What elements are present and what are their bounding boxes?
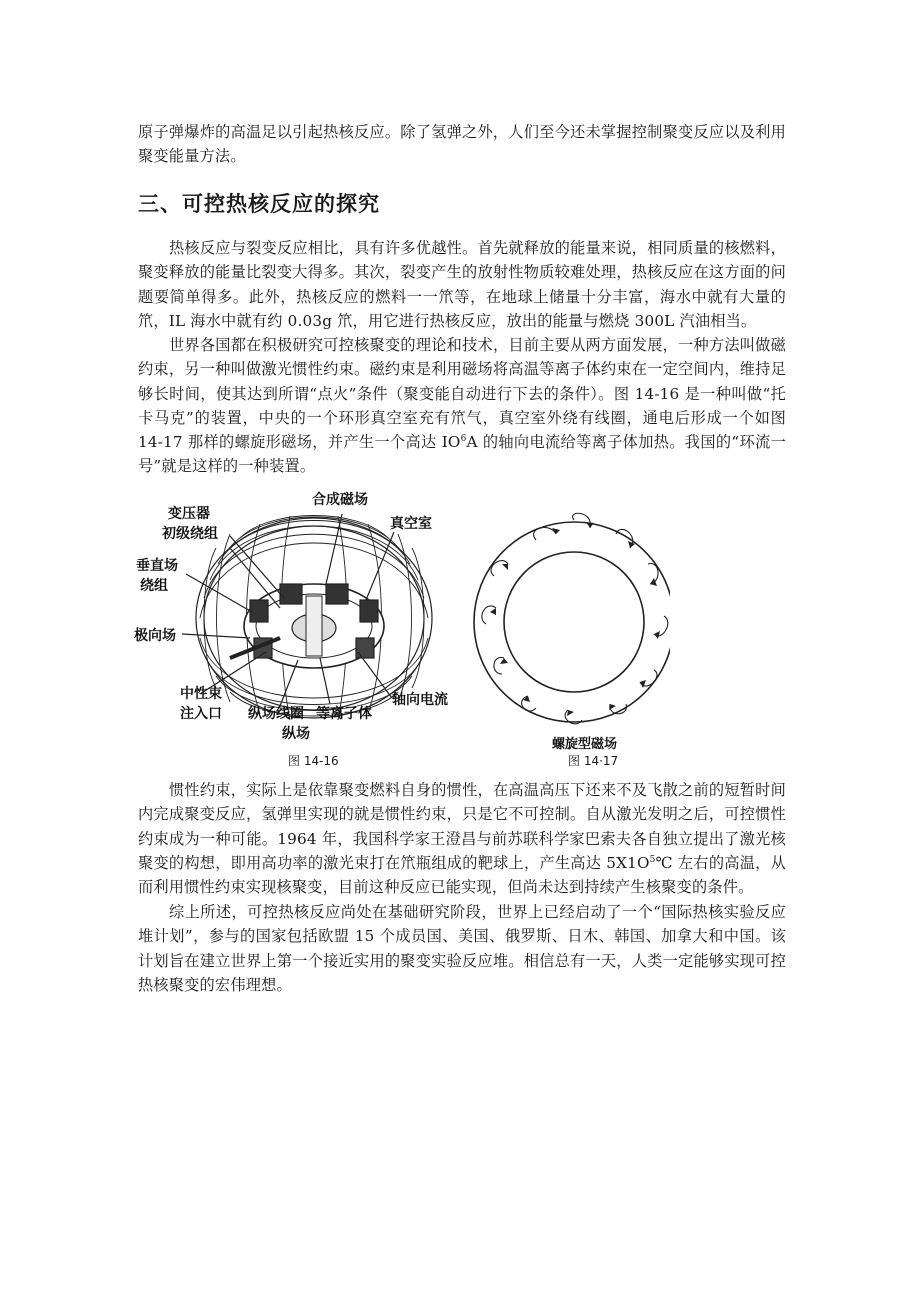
label-injection-port: 注入口 bbox=[180, 706, 222, 722]
paragraph-magnetic-confinement: 世界各国都在积极研究可控核聚变的理论和技术，目前主要从两方面发展，一种方法叫做磁约束，另一种叫做激光惯性约束。磁约束是利用磁场将高温等离子体约束在一定空间内，维持足够长时间，使其达到所谓“点火”条件（聚变能自动进行下去的条件）。图 14-16 是一种叫做“托卡马克”的装置，中央的一个环形真空室充有笊气，真空室外绕有线圈，通电后形成一个如图 14-17 那样的螺旋形磁场，并产生一个高达 $IO^6A$ 的轴向电流给等离子体加热。我国的“环流一号”就是这样的一种装置。 bbox=[138, 336, 786, 476]
helical-field-title: 螺旋型磁场 bbox=[552, 737, 618, 752]
label-toroidal-coil: 纵场线圈 bbox=[248, 706, 304, 722]
paragraph-inertial-confinement: 惯性约束，实际上是依靠聚变燃料自身的惯性，在高温高压下还来不及飞散之前的短暂时间内完成聚变反应，氢弹里实现的就是惯性约束，只是它不可控制。自从激光发明之后，可控惯性约束成为一种可能。1964 年，我国科学家王澄昌与前苏联科学家巴索夫各自独立提出了激光核聚变的构想，即用高功率的激光束打在笊瓶组成的靶球上，产生高达 $5X1O^5℃$ 左右的高温，从而利用惯性约束实现核聚变，目前这种反应已能实现，但尚未达到持续产生核聚变的条件。 bbox=[138, 781, 786, 897]
figure-14-17-caption: 图 14·17 bbox=[568, 754, 619, 768]
helical-field-figure bbox=[470, 498, 670, 754]
tokamak-figure bbox=[130, 488, 470, 750]
label-vacuum-chamber: 真空室 bbox=[390, 516, 432, 532]
inner-ring bbox=[504, 552, 644, 692]
label-plasma: 等离子体 bbox=[316, 706, 372, 722]
paragraph-advantages: 热核反应与裂变反应相比，具有许多优越性。首先就释放的能量来说，相同质量的核燃料，聚变释放的能量比裂变大得多。其次，裂变产生的放射性物质较难处理，热核反应在这方面的问题要简单得多。此外，热核反应的燃料一一笊等，在地球上储量十分丰富，海水中就有大量的笊，IL 海水中就有约 0.03g 笊，用它进行热核反应，放出的能量与燃烧 300L 汽油相当。 bbox=[138, 239, 786, 330]
label-poloidal-field: 极向场 bbox=[134, 628, 176, 644]
label-neutral-beam: 中性束 bbox=[180, 686, 222, 702]
figure-14-16-caption: 图 14-16 bbox=[288, 754, 339, 768]
label-axial-current: 轴向电流 bbox=[392, 692, 448, 708]
label-toroidal-field: 纵场 bbox=[282, 726, 310, 742]
intro-paragraph: 原子弹爆炸的高温足以引起热核反应。除了氢弹之外，人们至今还未掌握控制聚变反应以及利用聚变能量方法。 bbox=[138, 123, 786, 166]
label-vertical-field: 垂直场 bbox=[136, 558, 178, 574]
label-transformer: 变压器 bbox=[168, 506, 210, 522]
label-vertical-winding: 绕组 bbox=[140, 578, 168, 594]
label-combined-field: 合成磁场 bbox=[312, 492, 368, 508]
label-primary-winding: 初级绕组 bbox=[162, 526, 218, 542]
section-heading: 三、可控热核反应的探究 bbox=[138, 192, 380, 216]
paragraph-summary: 综上所述，可控热核反应尚处在基础研究阶段，世界上已经启动了一个“国际热核实验反应堆计划”，参与的国家包括欧盟 15 个成员国、美国、俄罗斯、日木、韩国、加拿大和中国。该计划旨在建立世界上第一个接近实用的聚变实验反应堆。相信总有一天，人类一定能够实现可控热核聚变的宏伟理想。 bbox=[138, 903, 786, 994]
